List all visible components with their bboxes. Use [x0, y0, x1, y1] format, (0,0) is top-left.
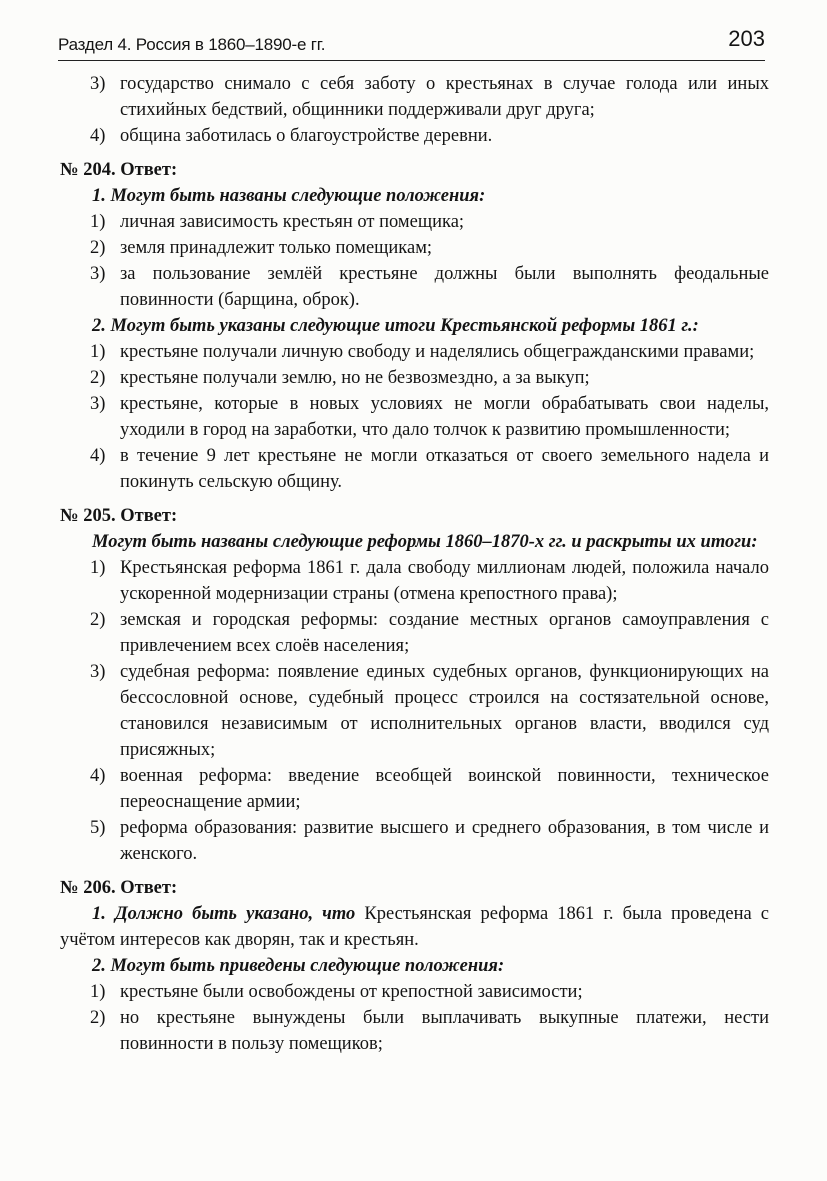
item-number: 2) [90, 238, 106, 258]
list-item [60, 763, 769, 815]
item-number: 4) [90, 446, 106, 466]
item-text: судебная реформа: появление единых судебных органов, функционирующих на бессословной основе, судебный процесс строился на состязательной основе, становился независимым от исполнительных органов власти, вводился суд присяжных; [120, 662, 769, 760]
item-text: крестьяне получали землю, но не безвозмездно, а за выкуп; [120, 368, 590, 388]
item-text: земля принадлежит только помещикам; [120, 238, 433, 258]
item-text: крестьяне получали личную свободу и наделялись общегражданскими правами; [120, 342, 755, 362]
list-item [60, 391, 769, 443]
paragraph-text: Крестьянская реформа 1861 г. была проведена с учётом интересов как дворян, так и крестьян. [60, 904, 769, 950]
list-item [60, 607, 769, 659]
section-title: Раздел 4. Россия в 1860–1890-е гг. [58, 35, 326, 54]
item-number: 4) [90, 766, 106, 786]
page-content [60, 71, 769, 1057]
item-number: 1) [90, 212, 106, 232]
item-text: но крестьяне вынуждены были выплачивать выкупные платежи, нести повинности в пользу помещиков; [120, 1008, 769, 1054]
list-item [60, 235, 769, 261]
list-item [60, 71, 769, 123]
item-text: в течение 9 лет крестьяне не могли отказаться от своего земельного надела и покинуть сельскую общину. [120, 446, 769, 492]
item-number: 3) [90, 394, 106, 414]
item-text: крестьяне были освобождены от крепостной зависимости; [120, 982, 583, 1002]
item-number: 1) [90, 342, 106, 362]
answer-heading-204: № 204. Ответ: [60, 160, 178, 180]
item-text: реформа образования: развитие высшего и среднего образования, в том числе и женского. [120, 818, 769, 864]
lead-text: 1. Должно быть указано, что [92, 904, 356, 924]
item-number: 3) [90, 662, 106, 682]
list-item [60, 815, 769, 867]
item-number: 2) [90, 1008, 106, 1028]
subheading: 1. Могут быть названы следующие положения: [92, 186, 486, 206]
page-number: 203 [728, 26, 765, 51]
item-text: за пользование землёй крестьяне должны были выполнять феодальные повинности (барщина, оброк). [120, 264, 769, 310]
item-number: 3) [90, 74, 106, 94]
item-number: 3) [90, 264, 106, 284]
answer-heading-205: № 205. Ответ: [60, 506, 178, 526]
list-item [60, 123, 769, 149]
subheading: 2. Могут быть приведены следующие положения: [92, 956, 505, 976]
intro-text: Могут быть названы следующие реформы 1860–1870-х гг. и раскрыты их итоги: [92, 532, 758, 552]
item-number: 1) [90, 558, 106, 578]
list-item [60, 209, 769, 235]
item-text: государство снимало с себя заботу о крестьянах в случае голода или иных стихийных бедствий, общинники поддерживали друг друга; [120, 74, 769, 120]
item-text: личная зависимость крестьян от помещика; [120, 212, 465, 232]
item-text: крестьяне, которые в новых условиях не могли обрабатывать свои наделы, уходили в город на заработки, что дало толчок к развитию промышленности; [120, 394, 769, 440]
item-number: 5) [90, 818, 106, 838]
list-item [60, 261, 769, 313]
item-text: военная реформа: введение всеобщей воинской повинности, техническое переоснащение армии; [120, 766, 769, 812]
item-text: община заботилась о благоустройстве деревни. [120, 126, 493, 146]
running-header [58, 22, 765, 61]
item-number: 2) [90, 610, 106, 630]
list-item [60, 339, 769, 365]
item-number: 1) [90, 982, 106, 1002]
list-item [60, 1005, 769, 1057]
paragraph [60, 901, 769, 953]
item-number: 4) [90, 126, 106, 146]
list-item [60, 979, 769, 1005]
item-text: земская и городская реформы: создание местных органов самоуправления с привлечением всех слоёв населения; [120, 610, 769, 656]
list-item [60, 365, 769, 391]
subheading: 2. Могут быть указаны следующие итоги Крестьянской реформы 1861 г.: [92, 316, 699, 336]
list-item [60, 659, 769, 763]
item-number: 2) [90, 368, 106, 388]
list-item [60, 555, 769, 607]
list-item [60, 443, 769, 495]
item-text: Крестьянская реформа 1861 г. дала свободу миллионам людей, положила начало ускоренной модернизации страны (отмена крепостного права); [120, 558, 769, 604]
answer-heading-206: № 206. Ответ: [60, 878, 178, 898]
